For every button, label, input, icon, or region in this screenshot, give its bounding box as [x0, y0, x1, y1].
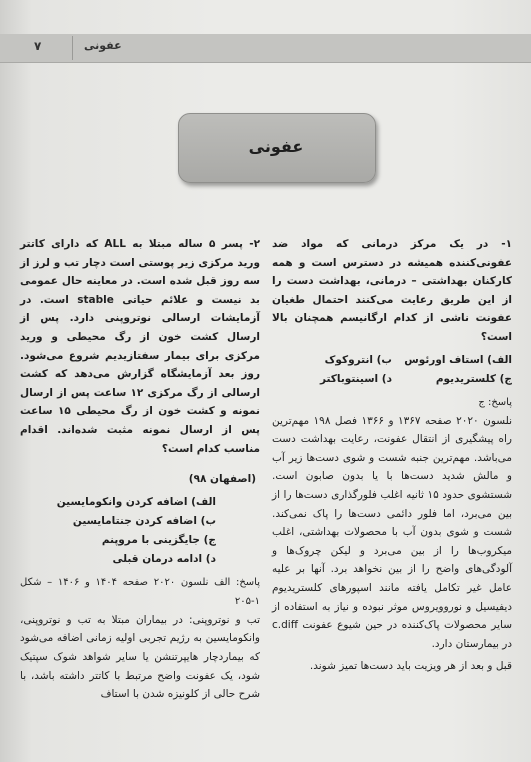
question-2-answer: پاسخ: الف نلسون ۲۰۲۰ صفحه ۱۴۰۴ و ۱۴۰۶ – شکل ۱-۲۰۵ — [20, 576, 260, 607]
page-number: ۷ — [34, 39, 42, 53]
question-1-option-d: د) اسینتوباکتر — [319, 372, 392, 385]
question-2-option-b: ب) اضافه کردن جنتامایسین — [72, 514, 216, 527]
question-1-closing: قبل و بعد از هر ویزیت باید دست‌ها تمیز شوند. — [309, 660, 512, 673]
question-2-source: (اصفهان ۹۸) — [188, 473, 256, 486]
running-header — [0, 34, 531, 63]
question-1-options — [272, 351, 512, 389]
header-divider — [72, 36, 73, 60]
question-2-options — [20, 493, 260, 569]
question-2-option-a: الف) اضافه کردن وانکومایسین — [56, 495, 216, 508]
question-2-option-c: ج) جایگزینی با مروپنم — [101, 533, 216, 546]
question-1-option-a: الف) استاف اورئوس — [404, 353, 512, 366]
question-1-text: ۱- در یک مرکز درمانی که مواد ضد عفونی‌کننده همیشه در دسترس است و همه کارکنان بهداشتی – درمانی، بهداشت دست را از این طریق رعایت می‌کنند احتمال طغیان عفونت ناشی از کدام ارگانیسم همچنان بالا است؟ — [272, 238, 512, 343]
question-1-explanation: نلسون ۲۰۲۰ صفحه ۱۳۶۷ و ۱۳۶۶ فصل ۱۹۸ مهم‌ترین راه پیشگیری از انتقال عفونت، رعایت بهداشت دست می‌باشد. مهم‌ترین جنبه شست و شوی دست‌ها زیر آب و مالش شدید دست‌ها با یا بدون صابون است. شستشوی حدود ۱۵ ثانیه اغلب فلورگذاری دست‌ها را از بین می‌برد، اما فلور دائمی دست‌ها را پاک نمی‌کند. شست و شوی بدون آب با محصولات بهداشتی، اغلب میکروب‌ها را از بین می‌برد و لیکن چروک‌ها و آلودگی‌های واضح را از بین نخواهد برد. آنها بر علیه عامل غیر تکامل یافته مانند اسپورهای کلستریدیوم دیفیسیل و نوروویروس موثر نبوده و نیاز به استفاده از سایر محصولات پاک‌کننده در حین شیوع عفونت c.diff در بیمارستان دارد. — [272, 414, 513, 650]
running-header-title: عفونی — [84, 39, 122, 52]
question-2-text: ۲- پسر ۵ ساله مبتلا به ALL که دارای کاتتر ورید مرکزی زیر پوستی است دچار تب و لرز از سه روز قبل شده است. در معاینه حال عمومی بد نیست و علائم حیاتی stable است. در آزمایشات ارسالی نوتروپنی دارد. پس از ارسال کشت خون از رگ محیطی و ورید مرکزی برای بیمار سفتازیدیم شروع می‌شود. روز بعد آزمایشگاه گزارش می‌دهد که کشت ارسالی از رگ مرکزی ۱۲ ساعت پس از ارسال نمونه و کشت خون از رگ محیطی ۱۵ ساعت پس از ارسال نمونه مثبت شده‌اند. اقدام مناسب کدام است؟ — [20, 238, 260, 455]
question-1-option-c: ج) کلستریدیوم — [435, 372, 512, 385]
question-2-explanation: تب و نوتروپنی: در بیماران مبتلا به تب و نوتروپنی، وانکومایسین به رژیم تجربی اولیه زمانی اضافه می‌شود که بیماردچار هایپرتنشن یا سایر شواهد شوک سپتیک شود، یک عفونت واضح مرتبط با کاتتر داشته باشد، با شرح حالی از کلونیزه شدن با استاف — [20, 613, 260, 701]
question-1-option-b: ب) انتروکوک — [324, 353, 392, 366]
chapter-title: عفونی — [248, 137, 304, 156]
question-2-option-d: د) ادامه درمان قبلی — [112, 552, 216, 565]
question-1-answer: پاسخ: ج — [478, 396, 512, 408]
question-2-column — [20, 235, 260, 704]
question-1-column — [272, 235, 512, 676]
